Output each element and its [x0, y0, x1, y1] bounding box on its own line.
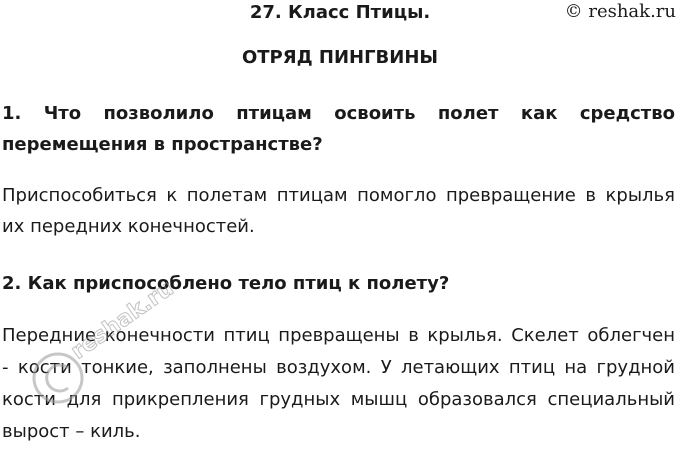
answer-2-line-4: вырост – киль. [2, 421, 141, 442]
question-1-line-1: 1. Что позволило птицам освоить полет как средство [2, 103, 675, 124]
section-title: ОТРЯД ПИНГВИНЫ [241, 47, 439, 68]
question-1-line-2: перемещения в пространстве? [2, 134, 323, 155]
answer-2-line-2: - кости тонкие, заполнены воздухом. У летающих птиц на грудной [2, 357, 675, 378]
answer-1 [2, 180, 675, 242]
copyright-notice: © reshak.ru [564, 1, 676, 22]
page-header-title: 27. Класс Птицы. [249, 2, 431, 23]
question-2-line-1: 2. Как приспособлено тело птиц к полету? [2, 273, 450, 294]
answer-2 [2, 320, 675, 448]
answer-2-line-3: кости для прикрепления грудных мышц образовался специальный [2, 389, 675, 410]
watermark-text: reshak.ru [66, 275, 179, 365]
answer-2-line-1: Передние конечности птиц превращены в крылья. Скелет облегчен [2, 325, 675, 346]
answer-1-line-2: их передних конечностей. [2, 216, 255, 237]
question-2 [2, 268, 675, 299]
answer-1-line-1: Приспособиться к полетам птицам помогло превращение в крылья [2, 185, 675, 206]
question-1 [2, 98, 675, 160]
